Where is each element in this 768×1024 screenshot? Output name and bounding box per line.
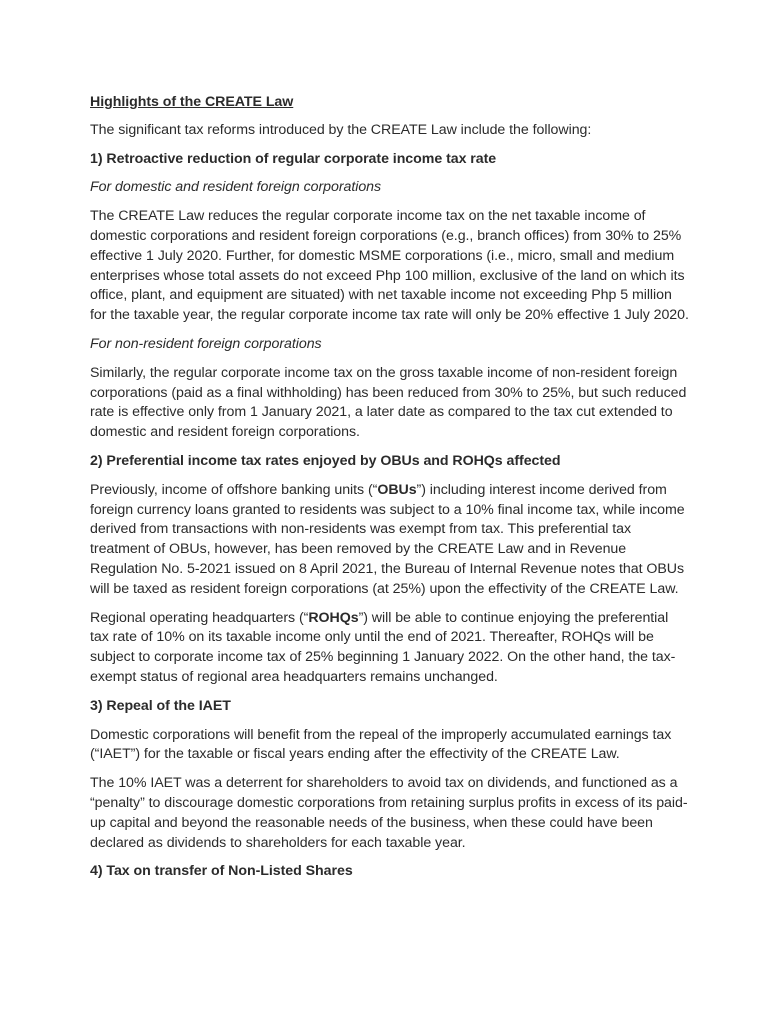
section-2-paragraph-obus (90, 481, 690, 600)
section-1-paragraph-domestic: The CREATE Law reduces the regular corporate income tax on the net taxable income of domestic corporations and resident foreign corporations (e.g., branch offices) from 30% to 25% effective 1 July 2020. Further, for domestic MSME corporations (i.e., micro, small and medium enterprises whose total assets do not exceed Php 100 million, exclusive of the land on which its office, plant, and equipment are situated) with net taxable income not exceeding Php 5 million for the taxable year, the regular corporate income tax rate will only be 20% effective 1 July 2020. (90, 208, 689, 324)
section-1-heading: 1) Retroactive reduction of regular corporate income tax rate (90, 150, 497, 167)
rohqs-text-pre: Regional operating headquarters (“ (90, 609, 309, 626)
intro-paragraph: The significant tax reforms introduced by the CREATE Law include the following: (90, 121, 592, 138)
section-1-subheading-domestic: For domestic and resident foreign corporations (90, 179, 382, 196)
section-1-subheading-nonresident: For non-resident foreign corporations (90, 335, 322, 352)
rohqs-text-post: ”) will be able to continue enjoying the preferential tax rate of 10% on its taxable income only until the end of 2021. Thereafter, ROHQs will be subject to corporate income tax of 25% beginning 1 January 2022. On the other hand, the tax-exempt status of regional area headquarters remains unchanged. (90, 609, 676, 685)
section-4-heading: 4) Tax on transfer of Non-Listed Shares (90, 863, 353, 880)
section-2-paragraph-rohqs (90, 609, 690, 688)
obus-term: OBUs (377, 481, 417, 498)
section-2-heading: 2) Preferential income tax rates enjoyed by OBUs and ROHQs affected (90, 452, 561, 469)
section-3-heading: 3) Repeal of the IAET (90, 697, 231, 714)
rohqs-term: ROHQs (308, 609, 359, 626)
section-3-paragraph-benefit: Domestic corporations will benefit from the repeal of the improperly accumulated earnings tax (“IAET”) for the taxable or fiscal years ending after the effectivity of the CREATE Law. (90, 726, 672, 763)
obus-text-post: ”) including interest income derived from foreign currency loans granted to residents was subject to a 10% final income tax, while income derived from transactions with non-residents was exempt from tax. This preferential tax treatment of OBUs, however, has been removed by the CREATE Law and in Revenue Regulation No. 5-2021 issued on 8 April 2021, the Bureau of Internal Revenue notes that OBUs will be taxed as resident foreign corporations (at 25%) upon the effectivity of the CREATE Law. (90, 481, 685, 597)
obus-text-pre: Previously, income of offshore banking units (“ (90, 481, 378, 498)
section-3-paragraph-deterrent: The 10% IAET was a deterrent for shareholders to avoid tax on dividends, and functioned as a “penalty” to discourage domestic corporations from retaining surplus profits in excess of its paid-up capital and beyond the reasonable needs of the business, when these could have been declared as dividends to shareholders for each taxable year. (90, 775, 688, 851)
document-page (90, 93, 690, 891)
section-1-paragraph-nonresident: Similarly, the regular corporate income tax on the gross taxable income of non-resident foreign corporations (paid as a final withholding) has been reduced from 30% to 25%, but such reduced rate is effective only from 1 January 2021, a later date as compared to the tax cut extended to domestic and resident foreign corporations. (90, 364, 687, 441)
document-title: Highlights of the CREATE Law (90, 94, 294, 110)
